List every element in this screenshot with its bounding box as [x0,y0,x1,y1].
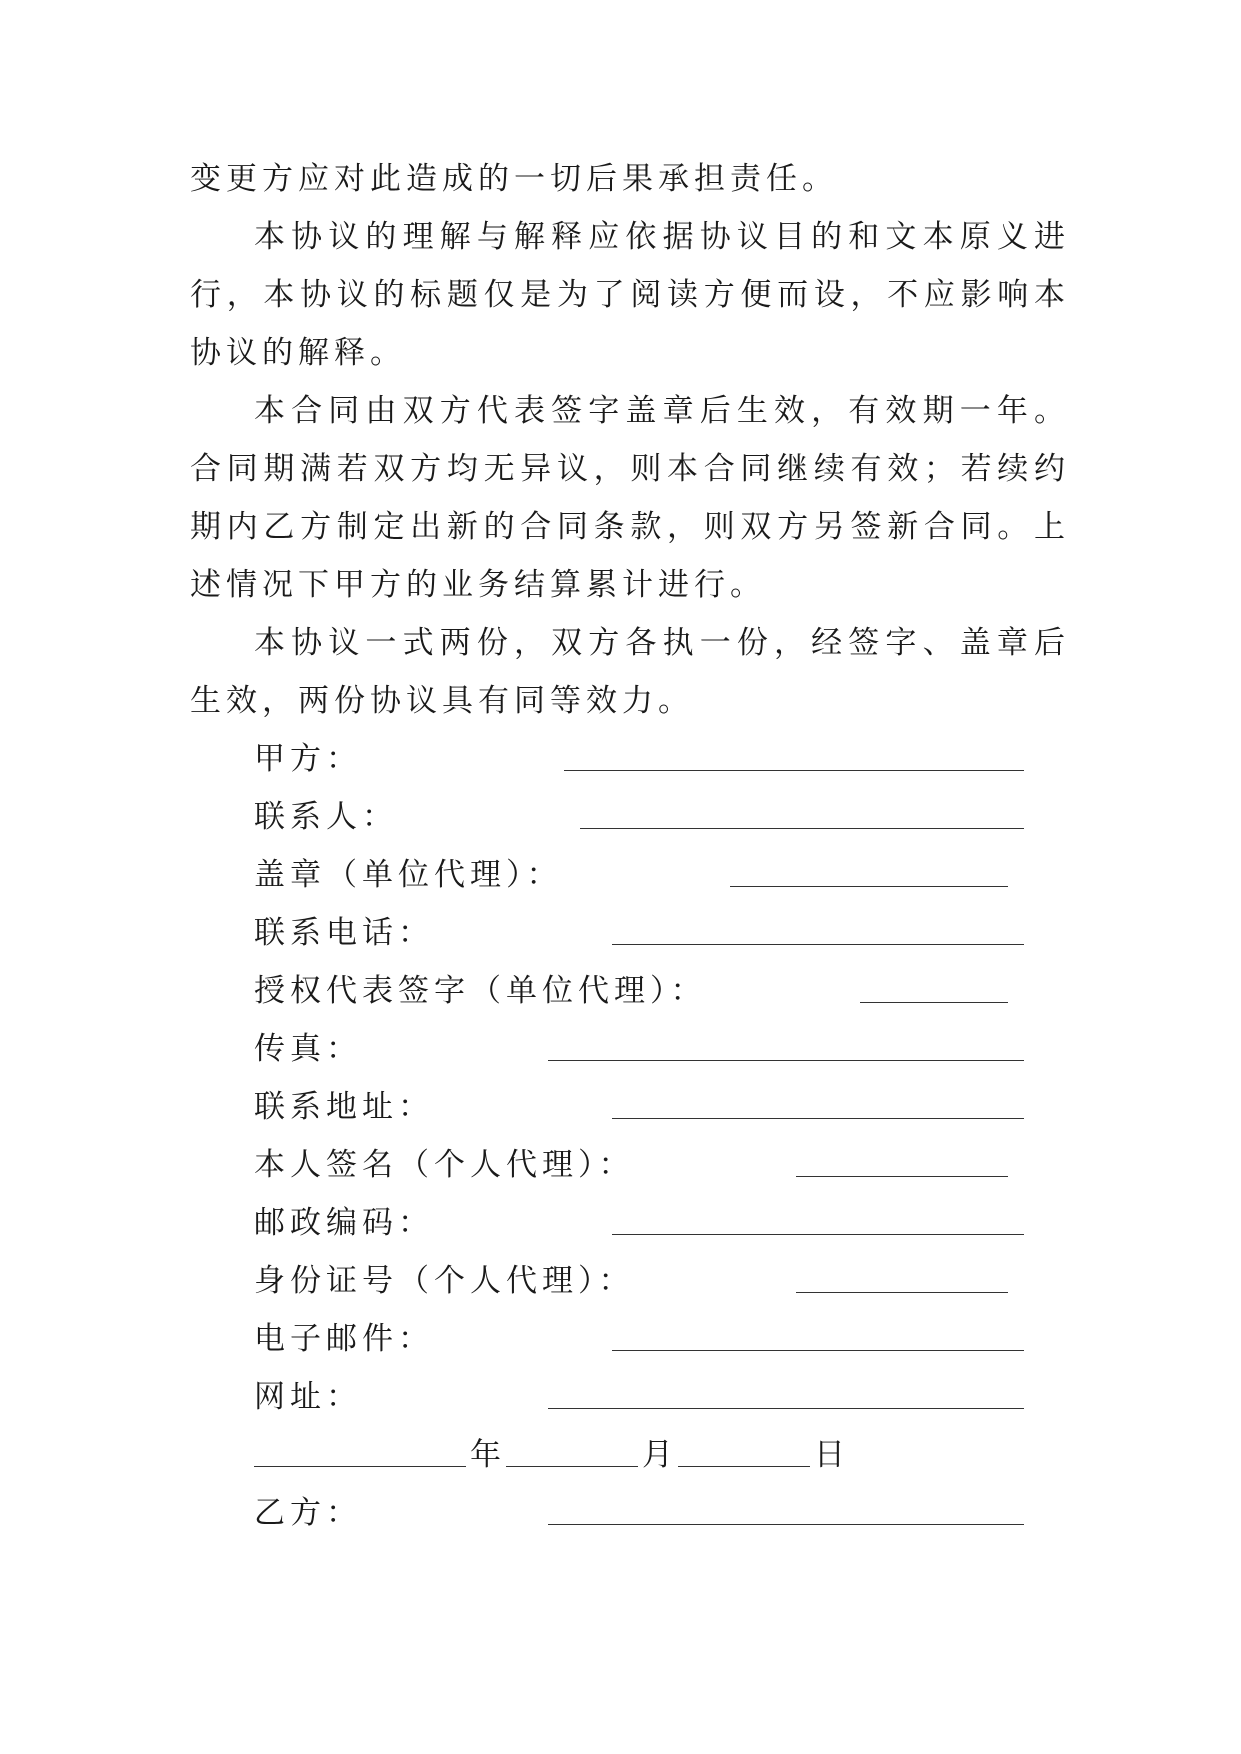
field-label: 盖章（单位代理）： [254,857,563,893]
field-authorized-signature [254,962,1024,1020]
month-blank[interactable] [506,1466,638,1467]
field-label: 网址： [254,1379,362,1415]
blank-line[interactable] [564,770,1024,771]
field-label: 邮政编码： [254,1205,434,1241]
paragraph-interpretation: 本协议的理解与解释应依据协议目的和文本原义进行，本协议的标题仅是为了阅读方便而设，不应影响本协议的解释。 [190,219,1070,371]
field-label: 联系电话： [254,915,434,951]
field-label: 电子邮件： [254,1321,434,1357]
field-seal [254,846,1024,904]
field-label: 本人签名（个人代理）： [254,1147,635,1183]
field-postcode [254,1194,1024,1252]
paragraph-consequence: 变更方应对此造成的一切后果承担责任。 [190,161,838,197]
year-label: 年 [470,1437,501,1473]
field-label: 联系人： [254,799,398,835]
field-label: 联系地址： [254,1089,434,1125]
field-label: 甲方： [254,741,362,777]
field-website [254,1368,1024,1426]
blank-line[interactable] [860,1002,1008,1003]
blank-line[interactable] [548,1524,1024,1525]
blank-line[interactable] [612,1234,1024,1235]
field-self-signature [254,1136,1024,1194]
document-page [190,150,1070,1542]
paragraph-copies: 本协议一式两份，双方各执一份，经签字、盖章后生效，两份协议具有同等效力。 [190,625,1070,719]
month-label: 月 [642,1437,673,1473]
field-address [254,1078,1024,1136]
field-party-b [254,1484,1024,1542]
blank-line[interactable] [612,944,1024,945]
blank-line[interactable] [796,1176,1008,1177]
year-blank[interactable] [254,1466,466,1467]
field-label: 传真： [254,1031,362,1067]
paragraph-validity: 本合同由双方代表签字盖章后生效，有效期一年。合同期满若双方均无异议，则本合同继续有效；若续约期内乙方制定出新的合同条款，则双方另签新合同。上述情况下甲方的业务结算累计进行。 [190,393,1070,603]
blank-line[interactable] [612,1350,1024,1351]
field-label: 身份证号（个人代理）： [254,1263,635,1299]
blank-line[interactable] [796,1292,1008,1293]
field-label: 乙方： [254,1495,362,1531]
day-label: 日 [814,1437,845,1473]
day-blank[interactable] [678,1466,810,1467]
blank-line[interactable] [580,828,1024,829]
blank-line[interactable] [548,1408,1024,1409]
date-line [254,1426,1024,1484]
blank-line[interactable] [548,1060,1024,1061]
field-email [254,1310,1024,1368]
field-phone [254,904,1024,962]
blank-line[interactable] [730,886,1008,887]
field-party-a [254,730,1024,788]
field-fax [254,1020,1024,1078]
field-id-number [254,1252,1024,1310]
blank-line[interactable] [612,1118,1024,1119]
field-label: 授权代表签字（单位代理）： [254,973,707,1009]
field-contact [254,788,1024,846]
